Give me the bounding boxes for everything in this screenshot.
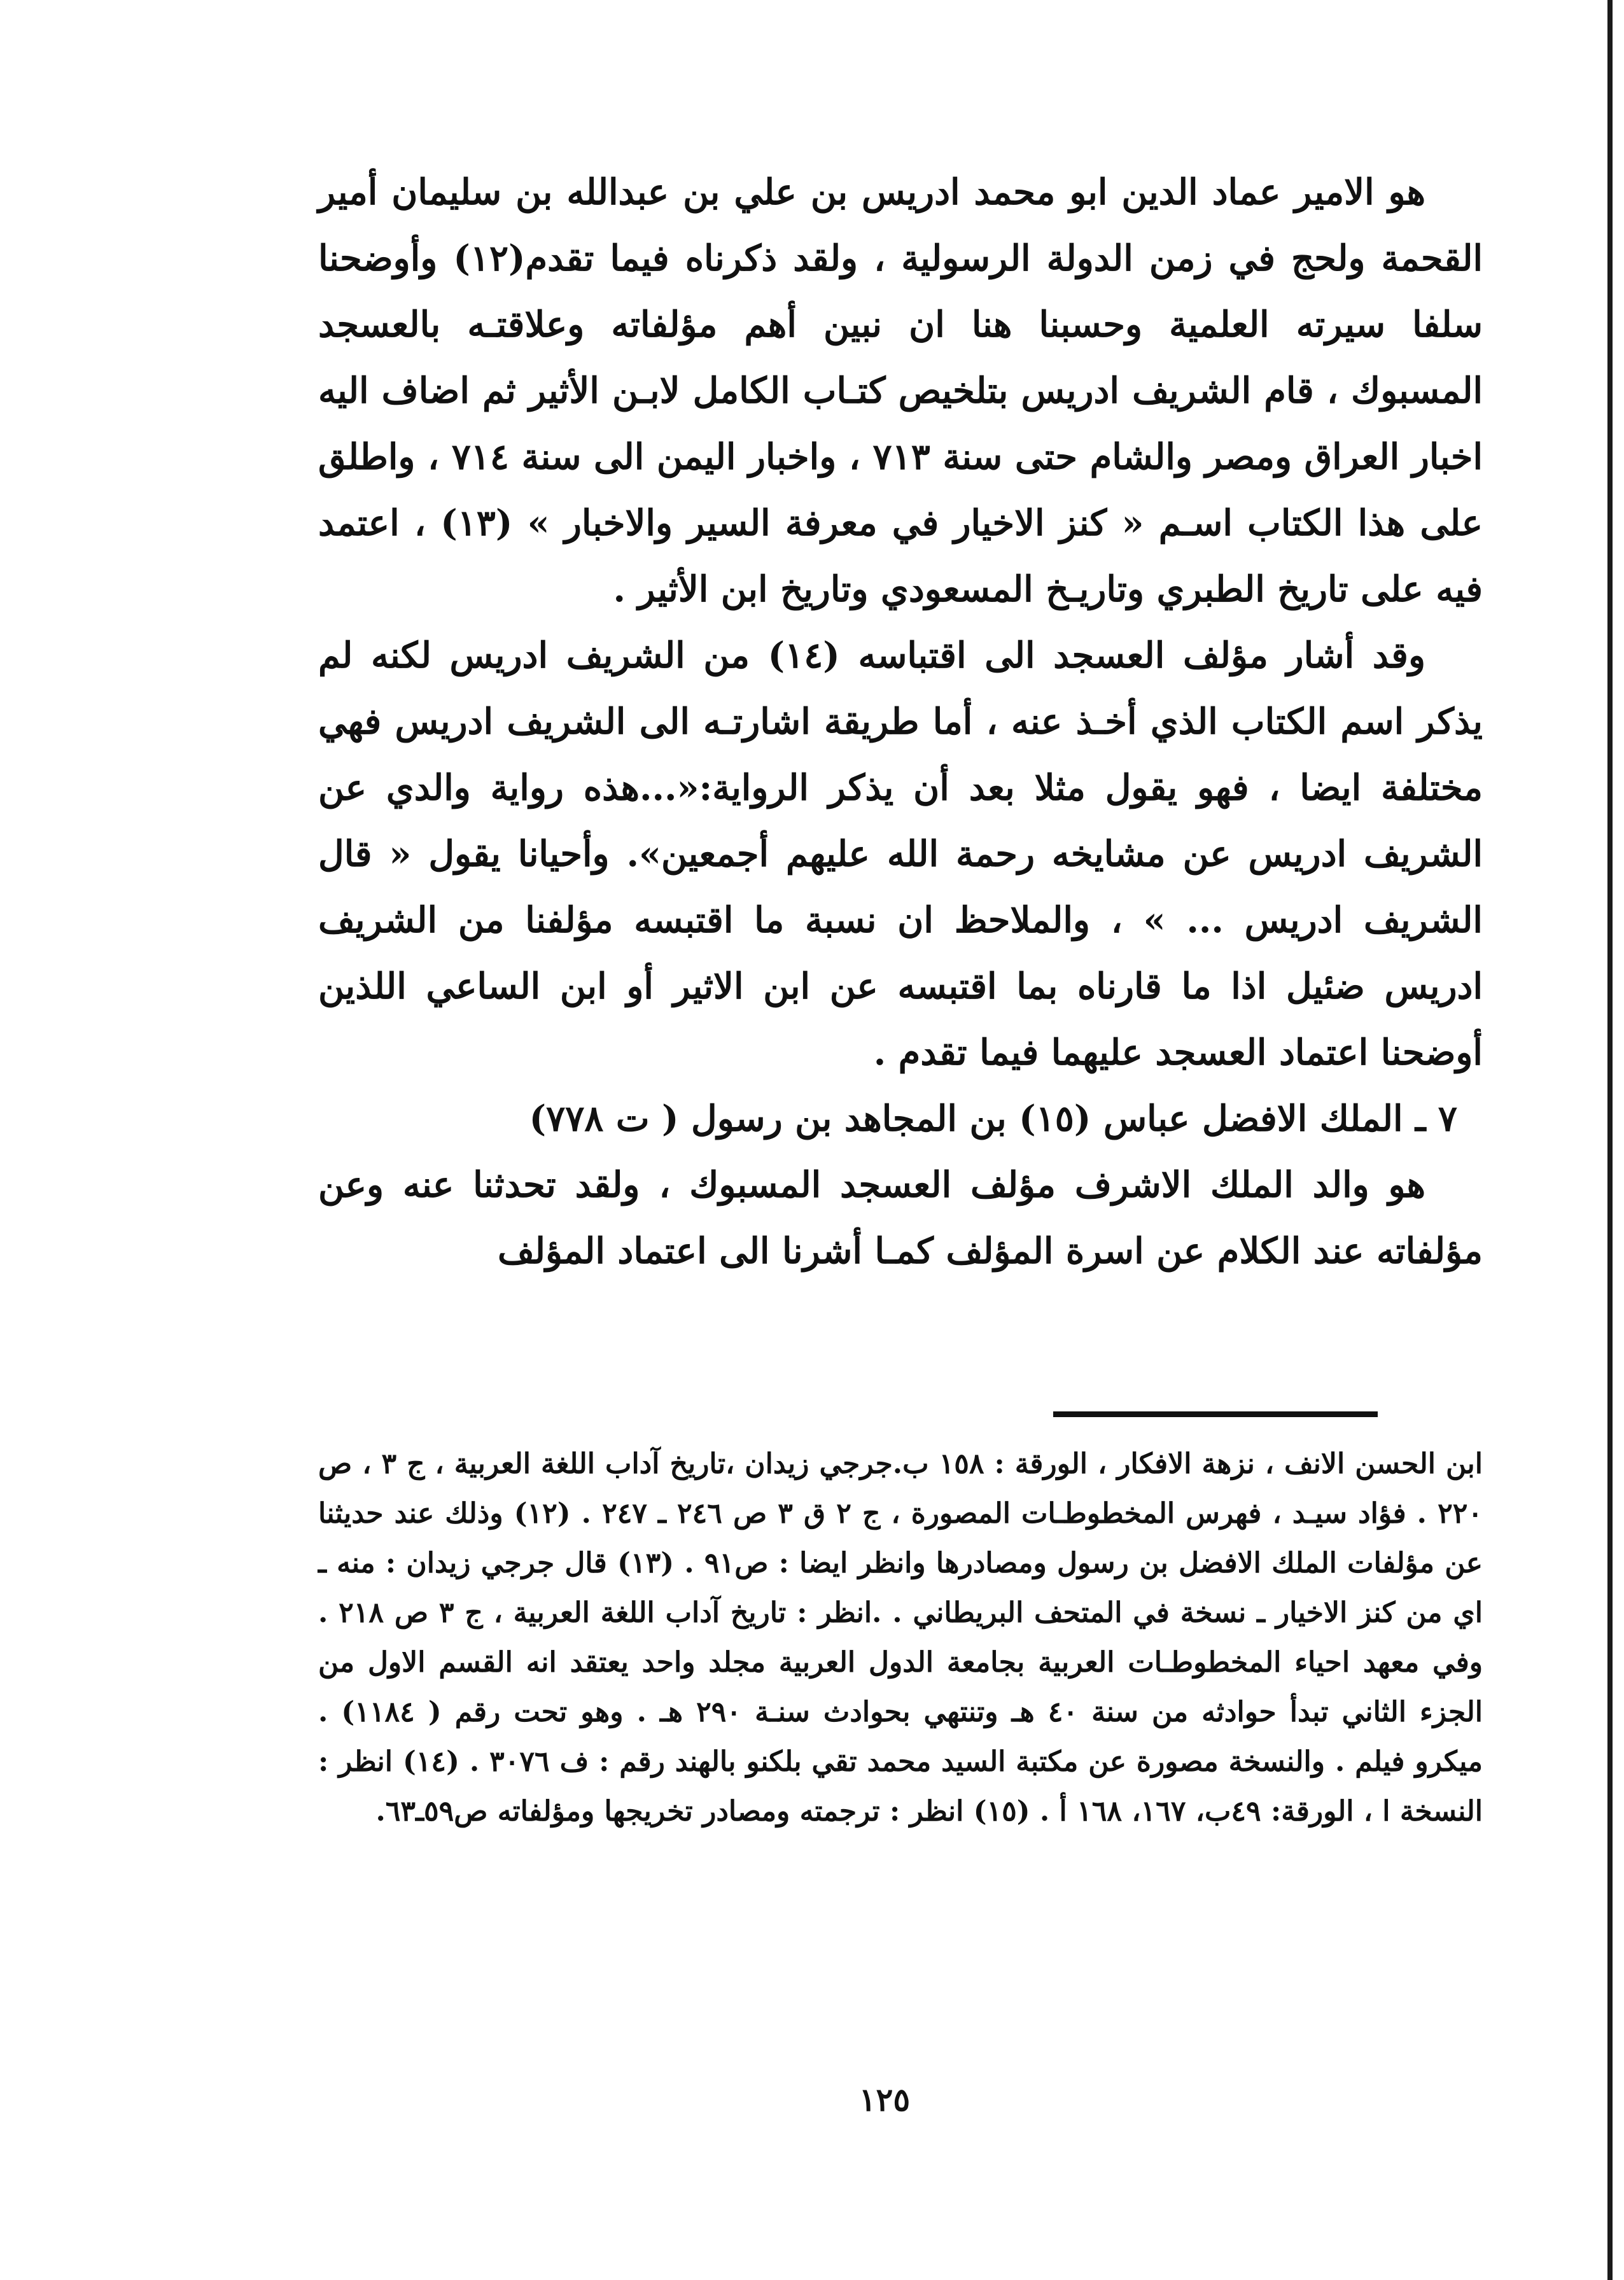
footnotes-block — [318, 1439, 1483, 1836]
paragraph-idris-citations: وقد أشار مؤلف العسجد الى اقتباسه (١٤) من الشريف ادريس لكنه لم يذكر اسم الكتاب الذي أخـذ عنه ، أما طريقة اشارتـه الى الشريف ادريس فهي مختلفة ايضا ، فهو يقول مثلا بعد أن يذكر الرواية:«...هذه رواية والدي عن الشريف ادريس عن مشايخه رحمة الله عليهم أجمعين». وأحيانا يقول « قال الشريف ادريس ... » ، والملاحظ ان نسبة ما اقتبسه مؤلفنا من الشريف ادريس ضئيل اذا ما قارناه بما اقتبسه عن ابن الاثير أو ابن الساعي اللذين أوضحنا اعتماد العسجد عليهما فيما تقدم . — [318, 634, 1483, 1074]
section-heading-al-afdal: ٧ ـ الملك الافضل عباس (١٥) بن المجاهد بن رسول ( ت ٧٧٨) — [529, 1098, 1457, 1140]
footnote-separator — [1053, 1411, 1378, 1417]
page-edge-border — [1607, 0, 1613, 2280]
paragraph-al-afdal: هو والد الملك الاشرف مؤلف العسجد المسبوك ، ولقد تحدثنا عنه وعن مؤلفاته عند الكلام عن اسرة المؤلف كمـا أشرنا الى اعتماد المؤلف — [318, 1164, 1483, 1272]
paragraph-idris-biography: هو الامير عماد الدين ابو محمد ادريس بن علي بن عبدالله بن سليمان أمير القحمة ولحج في زمن الدولة الرسولية ، ولقد ذكرناه فيما تقدم(١٢) وأوضحنا سلفا سيرته العلمية وحسبنا هنا ان نبين أهم مؤلفاته وعلاقتـه بالعسجد المسبوك ، قام الشريف ادريس بتلخيص كتـاب الكامل لابـن الأثير ثم اضاف اليه اخبار العراق ومصر والشام حتى سنة ٧١٣ ، واخبار اليمن الى سنة ٧١٤ ، واطلق على هذا الكتاب اسـم « كنز الاخيار في معرفة السير والاخبار » (١٣) ، اعتمد فيه على تاريخ الطبري وتاريـخ المسعودي وتاريخ ابن الأثير . — [318, 171, 1483, 610]
footnotes-text: ابن الحسن الانف ، نزهة الافكار ، الورقة : ١٥٨ ب.جرجي زيدان ،تاريخ آداب اللغة العربية ، ج ٣ ، ص ٢٢٠ . فؤاد سيـد ، فهرس المخطوطـات المصورة ، ج ٢ ق ٣ ص ٢٤٦ ـ ٢٤٧ . (١٢) وذلك عند حديثنا عن مؤلفات الملك الافضل بن رسول ومصادرها وانظر ايضا : ص٩١ . (١٣) قال جرجي زيدان : منه ـ اي من كنز الاخيار ـ نسخة في المتحف البريطاني . .انظر : تاريخ آداب اللغة العربية ، ج ٣ ص ٢١٨ . وفي معهد احياء المخطوطـات العربية بجامعة الدول العربية مجلد واحد يعتقد انه القسم الاول من الجزء الثاني تبدأ حوادثه من سنة ٤٠ هـ وتنتهي بحوادث سنـة ٢٩٠ هـ . وهو تحت رقم ( ١١٨٤) . ميكرو فيلم . والنسخة مصورة عن مكتبة السيد محمد تقي بلكنو بالهند رقم : ف ٣٠٧٦ . (١٤) انظر : النسخة ا ، الورقة: ٤٩ب، ١٦٧، ١٦٨ أ . (١٥) انظر : ترجمته ومصادر تخريجها ومؤلفاته ص٥٩ـ٦٣. — [318, 1448, 1483, 1828]
page-number: ١٢٥ — [858, 2081, 911, 2118]
main-body-text — [318, 159, 1483, 1284]
